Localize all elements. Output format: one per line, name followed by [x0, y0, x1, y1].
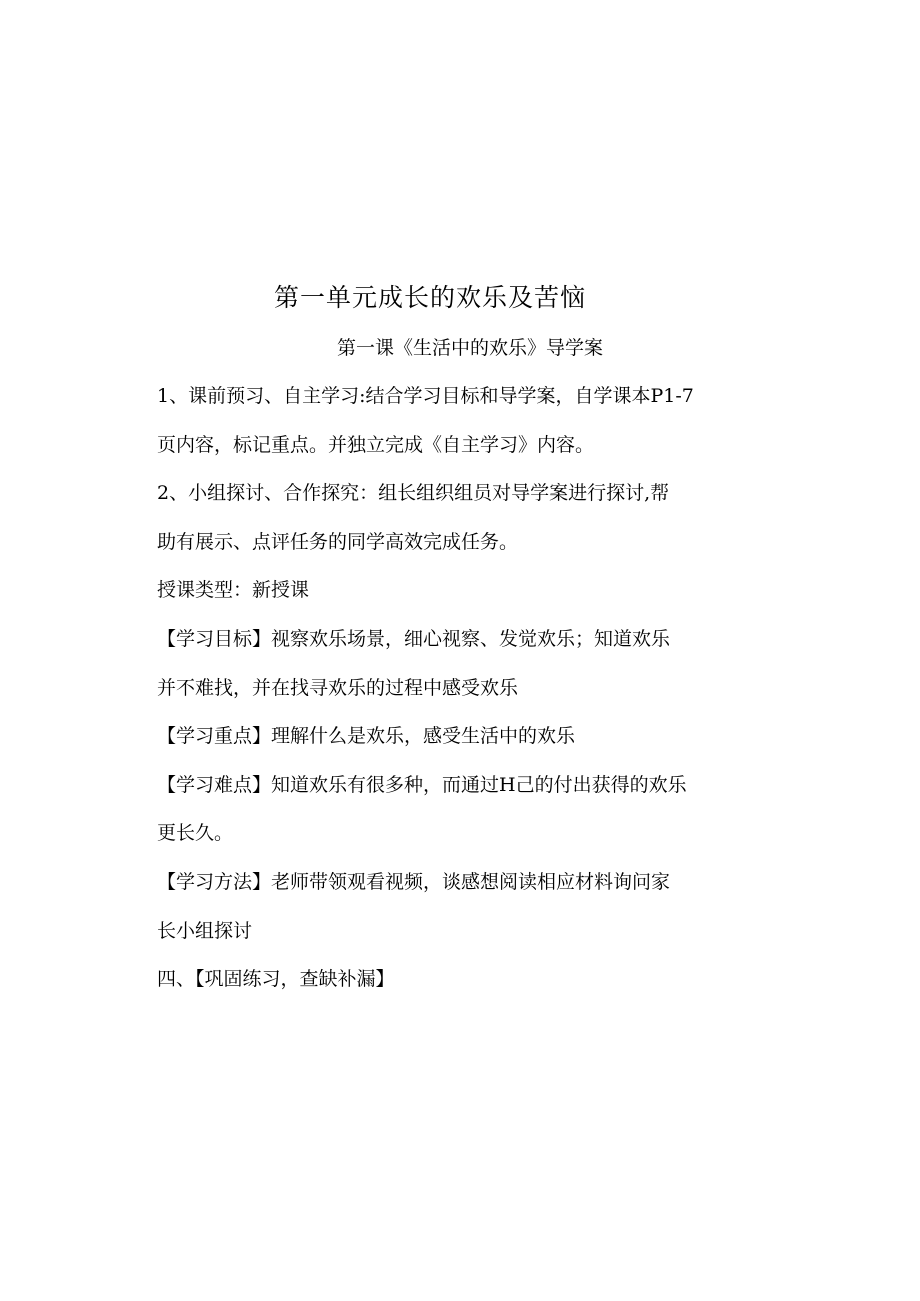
body-text	[157, 378, 737, 1010]
paragraph-line: 更长久。	[157, 822, 234, 845]
paragraph-line: 【学习方法】老师带领观看视频，谈感想阅读相应材料询问家	[157, 870, 671, 893]
paragraph-line: 【学习重点】理解什么是欢乐，感受生活中的欢乐	[157, 725, 576, 748]
lesson-subtitle: 第一课《生活中的欢乐》导学案	[336, 337, 603, 359]
paragraph-line: 授课类型：新授课	[157, 579, 310, 602]
paragraph-line: 四、【巩固练习，查缺补漏】	[157, 968, 395, 991]
paragraph-line: 页内容，标记重点。并独立完成《自主学习》内容。	[157, 433, 595, 456]
paragraph-line: 1、课前预习、自主学习:结合学习目标和导学案，自学课本P1-7	[157, 385, 694, 407]
paragraph-line: 【学习目标】视察欢乐场景，细心视察、发觉欢乐；知道欢乐	[157, 627, 671, 650]
paragraph-line: 2、小组探讨、合作探究：组长组织组员对导学案进行探讨,帮	[157, 482, 670, 505]
paragraph-line: 长小组探讨	[157, 919, 253, 942]
paragraph-line: 助有展示、点评任务的同学高效完成任务。	[157, 530, 519, 553]
paragraph-line: 并不难找，并在找寻欢乐的过程中感受欢乐	[157, 676, 519, 699]
paragraph-line: 【学习难点】知道欢乐有很多种，而通过H己的付出获得的欢乐	[157, 773, 687, 796]
unit-title: 第一单元成长的欢乐及苦恼	[273, 283, 586, 312]
